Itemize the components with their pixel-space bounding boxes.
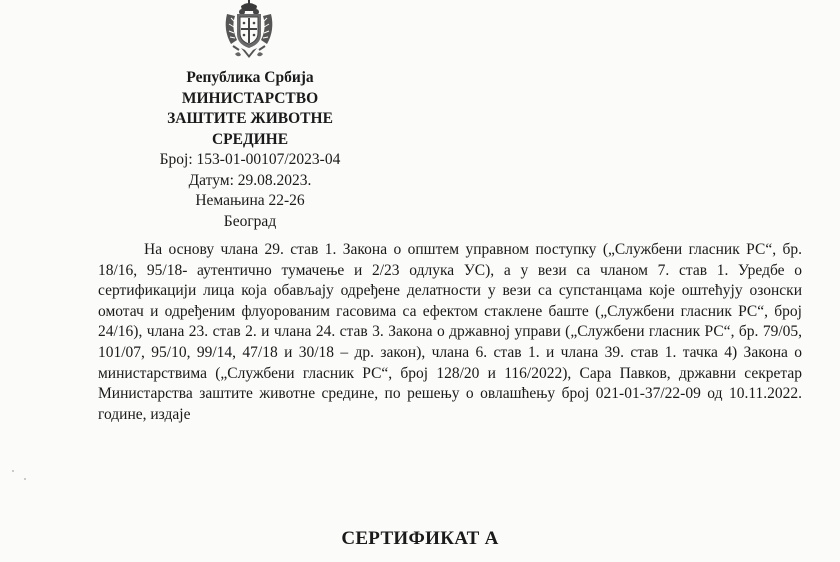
ministry-subtitle: ЗАШТИТЕ ЖИВОТНЕ СРЕДИНЕ — [167, 110, 333, 148]
ministry-address: Немањина 22-26 — [195, 192, 305, 209]
serbian-coat-of-arms-icon — [221, 0, 277, 62]
certificate-title: СЕРТИФИКАТ А — [341, 528, 499, 549]
document-header — [130, 68, 370, 232]
scan-speck — [24, 478, 26, 480]
ministry-title: МИНИСТАРСТВО — [181, 89, 319, 107]
scan-speck — [12, 470, 14, 472]
legal-basis-paragraph: На основу члана 29. став 1. Закона о општем управном поступку („Службени гласник РС“, бр. 18/16, 95/18- аутентично тумачење и 2/23 одлука УС), а у вези са чланом 7. став 1. Уредбе о сертификацији лица која обављају одређене делатности у вези са супстанцама које оштећују озонски омотач и одређеним флуорованим гасовима са ефектом стаклене баште („Службени гласник РС“, број 24/16), члана 23. став 2. и члана 24. став 3. Закона о државној управи („Службени гласник РС“, бр. 79/05, 101/07, 95/10, 99/14, 47/18 и 30/18 – др. закон), члана 6. став 1. и члана 39. став 1. тачка 4) Закона о министарствима („Службени гласник РС“, број 128/20 и 116/2022), Сара Павков, државни секретар Министарства заштите животне средине, по решењу о овлашћењу број 021-01-37/22-09 од 10.11.2022. године, издаје — [98, 241, 802, 423]
document-number: Број: 153-01-00107/2023-04 — [159, 151, 341, 168]
country-name: Република Србија — [186, 69, 314, 86]
ministry-city: Београд — [223, 212, 277, 230]
document-date: Датум: 29.08.2023. — [188, 171, 312, 189]
